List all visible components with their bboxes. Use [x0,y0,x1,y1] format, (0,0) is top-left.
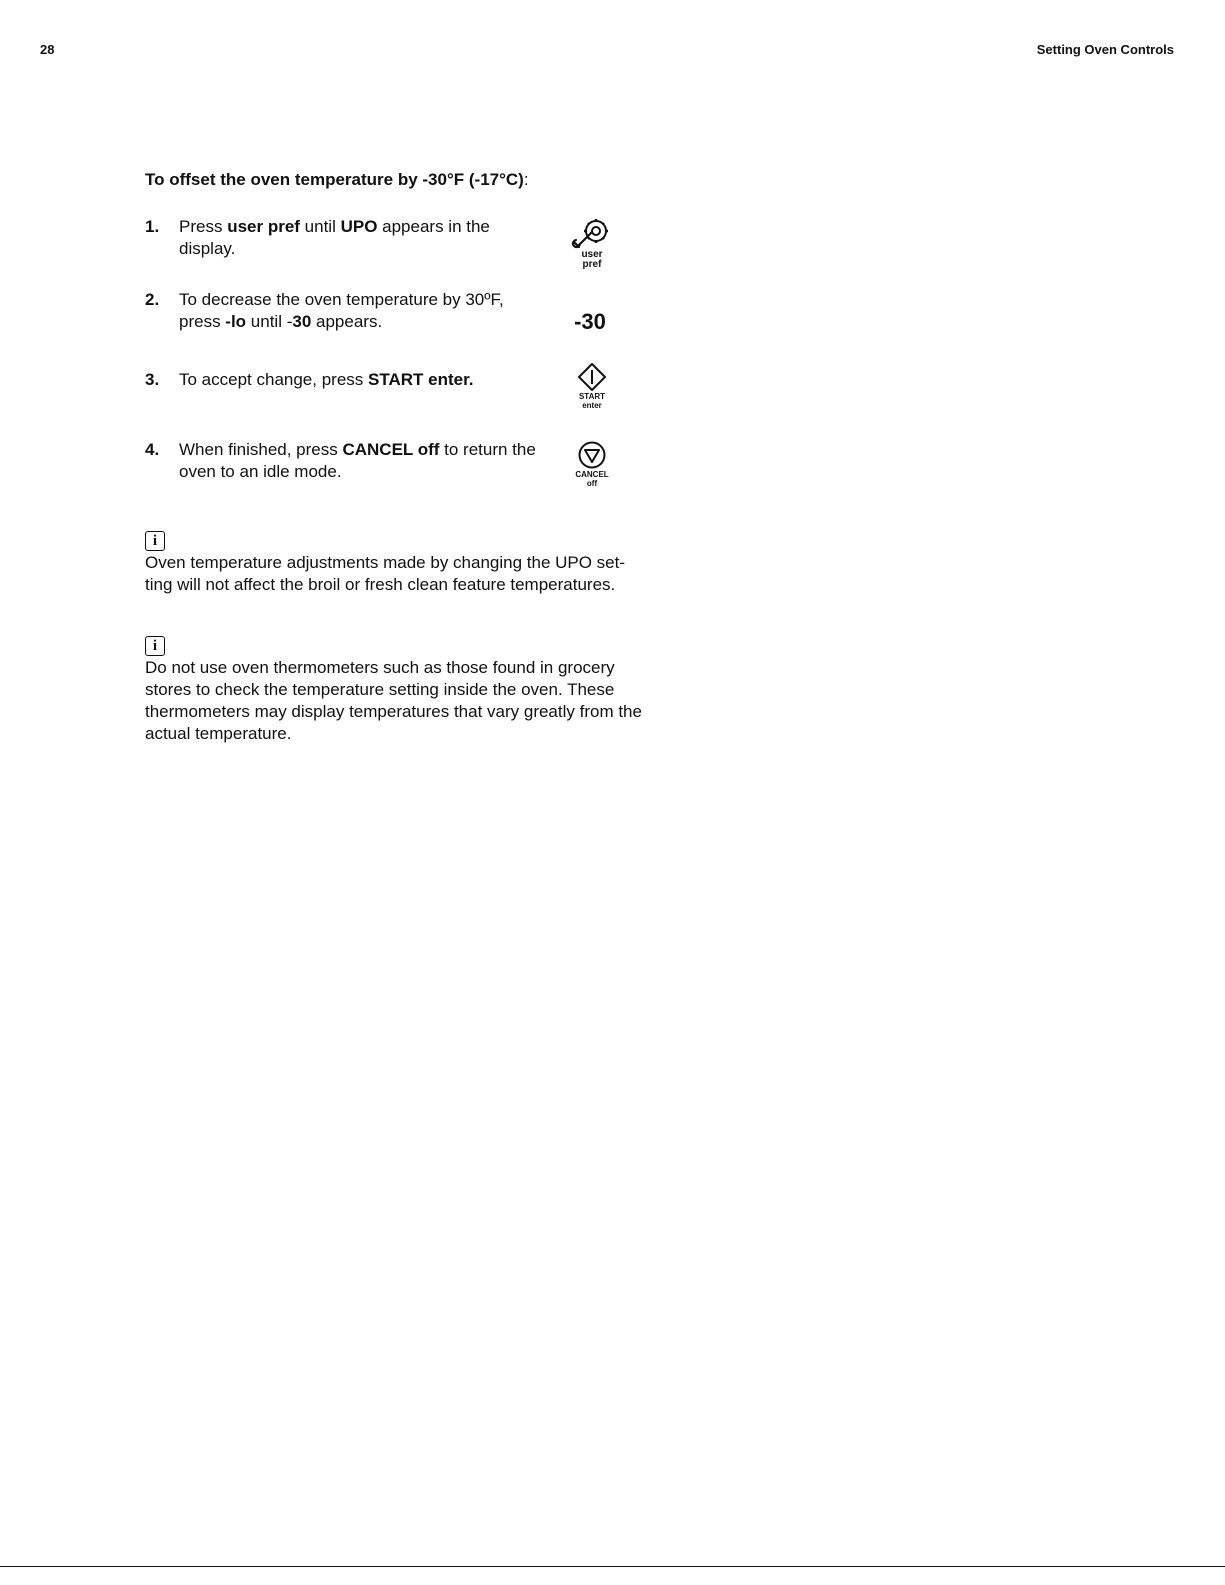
heading-bold-text: To offset the oven temperature by -30°F (-17°C) [145,170,524,189]
step-number: 4. [145,440,160,459]
info-icon: i [145,636,165,656]
step-text-part: To accept change, press [179,370,369,389]
user-pref-key [562,216,622,270]
display-value: -30 [574,309,606,334]
step-key-name: user pref [227,217,300,236]
step-key-name: START enter. [368,370,474,389]
info-icon: i [145,531,165,551]
step-text [179,439,539,483]
icon-label-line2: pref [582,259,602,270]
step-4 [145,439,545,483]
cancel-off-key [562,440,622,488]
step-display-code: 30 [292,312,312,331]
step-text-part: to return the oven to an idle mode. [179,440,536,481]
heading-suffix: : [523,170,529,189]
icon-label-line1: START [578,392,606,401]
wrench-gear-icon [570,216,614,250]
step-key-name: CANCEL off [342,440,440,459]
step-number: 2. [145,290,160,309]
step-key-name: -lo [225,312,247,331]
start-diamond-icon [577,362,607,392]
procedure-heading [145,170,529,190]
icon-label-line1: CANCEL [575,470,609,479]
step-text-part: until [299,217,341,236]
step-text-part: until - [246,312,293,331]
page-number: 28 [40,42,55,57]
note-text: Oven temperature adjustments made by changing the UPO set-ting will not affect the broil or fresh clean feature temperatures. [145,553,626,594]
info-note-2 [145,636,645,745]
step-text [179,216,539,260]
icon-label-line2: enter [582,401,602,410]
note-text: Do not use oven thermometers such as those found in grocery stores to check the temperature setting inside the oven. These thermometers may display temperatures that vary greatly from the actual temperature. [145,658,642,743]
step-text-part: appears in the display. [179,217,490,258]
start-enter-key [562,362,622,410]
step-text-part: appears. [311,312,383,331]
step-2 [145,289,545,333]
icon-label-line1: user [581,249,603,260]
icon-label-line2: off [586,479,598,488]
footer-rule [0,1566,1225,1567]
step-text [179,369,539,391]
info-note-1 [145,531,645,596]
section-title: Setting Oven Controls [1036,42,1174,57]
step-number: 3. [145,370,160,389]
step-1 [145,216,545,260]
step-text [179,289,539,333]
step-text-part: When finished, press [179,440,343,459]
step-3 [145,369,545,391]
step-text-part: To decrease the oven temperature by 30ºF, press [179,290,504,331]
step-number: 1. [145,217,160,236]
step-display-code: UPO [340,217,378,236]
cancel-circle-triangle-icon [577,440,607,470]
step-text-part: Press [179,217,228,236]
